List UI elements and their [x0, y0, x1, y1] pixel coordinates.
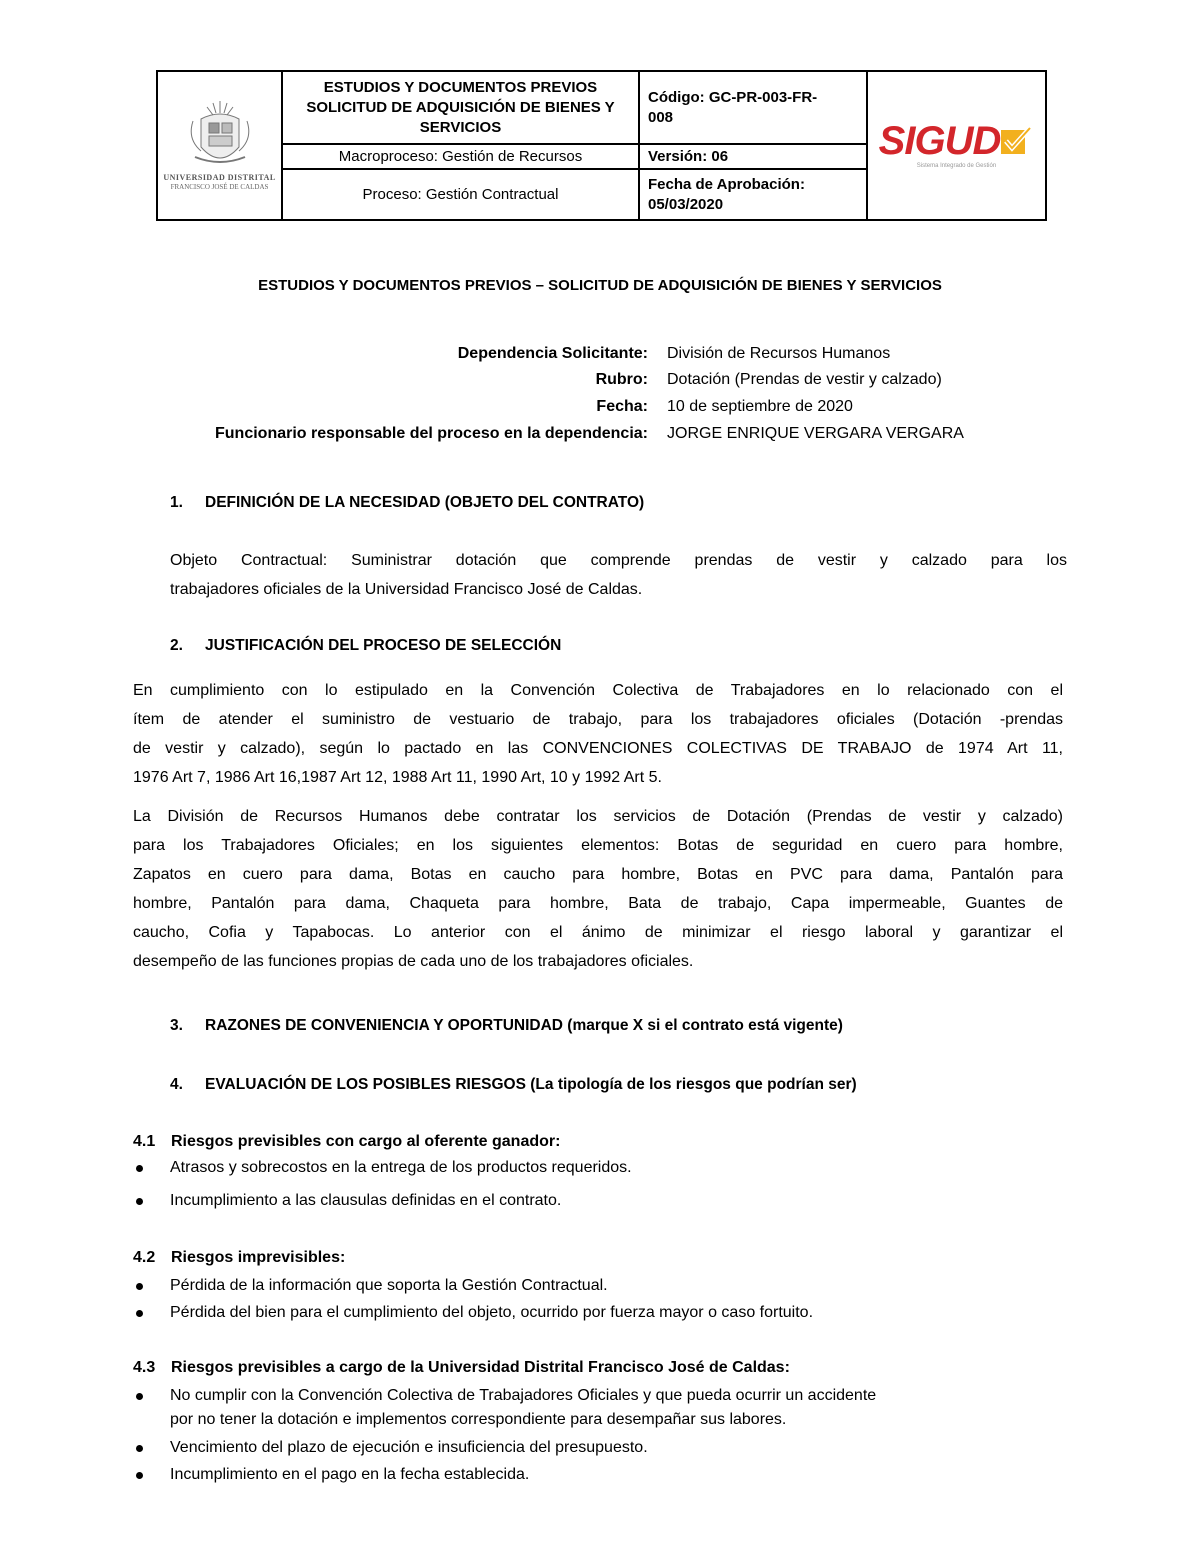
list-item: [133, 1463, 876, 1487]
info-label: Fecha:: [596, 398, 648, 415]
bullet-icon: [136, 1472, 143, 1479]
paragraph-line: caucho, Cofia y Tapabocas. Lo anterior con el ánimo de minimizar el riesgo laboral y garantizar el: [133, 924, 1063, 941]
paragraph-line: para los Trabajadores Oficiales; en los siguientes elementos: Botas de seguridad en cuero para hombre,: [133, 837, 1063, 854]
sigud-logo-cell: [867, 71, 1046, 220]
section-title-wrap: [205, 1016, 843, 1036]
bullet-icon: [136, 1283, 143, 1290]
paragraph-line: Zapatos en cuero para dama, Botas en caucho para hombre, Botas en PVC para dama, Pantalón para: [133, 866, 1063, 883]
paragraph-line: trabajadores oficiales de la Universidad Francisco José de Caldas.: [170, 581, 643, 598]
info-row-fecha: [0, 397, 1200, 423]
section2-paragraph1: [133, 676, 1063, 792]
codigo-cell: [639, 71, 867, 144]
university-seal-icon: [183, 99, 257, 171]
list-item: [133, 1189, 632, 1213]
sigud-logo: [868, 121, 1045, 170]
codigo-line1: Código: GC-PR-003-FR-: [648, 88, 818, 106]
bullet-icon: [136, 1393, 143, 1400]
info-row-funcionario: [0, 424, 1200, 450]
section2-paragraph2: [133, 802, 1063, 976]
paragraph-line: En cumplimiento con lo estipulado en la Convención Colectiva de Trabajadores en lo relacionado con el: [133, 682, 1063, 699]
section-note: (La tipología de los riesgos que podrían ser): [525, 1076, 857, 1093]
section-number: 2.: [170, 637, 183, 654]
subsection-title: Riesgos previsibles a cargo de la Universidad Distrital Francisco José de Caldas:: [171, 1359, 790, 1376]
list-item: [133, 1156, 632, 1189]
proceso-cell: Proceso: Gestión Contractual: [282, 169, 639, 220]
subsection-4-1-heading: [133, 1132, 560, 1152]
list-item: [133, 1274, 813, 1301]
info-label: Rubro:: [595, 371, 648, 388]
university-subname: FRANCISCO JOSÉ DE CALDAS: [170, 183, 269, 191]
university-logo: [158, 99, 281, 192]
paragraph-line: hombre, Pantalón para dama, Chaqueta para hombre, Bata de trabajo, Capa impermeable, Guantes de: [133, 895, 1063, 912]
fecha-aprobacion-line1: Fecha de Aprobación:: [648, 175, 805, 193]
list-item-text: Vencimiento del plazo de ejecución e insuficiencia del presupuesto.: [170, 1439, 648, 1456]
sigud-tagline: Sistema Integrado de Gestión: [916, 163, 997, 169]
fecha-aprobacion-line2: 05/03/2020: [648, 195, 724, 213]
list-item: [133, 1301, 813, 1325]
paragraph-line: desempeño de las funciones propias de cada uno de los trabajadores oficiales.: [133, 953, 694, 970]
paragraph-line: La División de Recursos Humanos debe contratar los servicios de Dotación (Prendas de vestir y calzado): [133, 808, 1063, 825]
university-logo-cell: [157, 71, 282, 220]
list-item-text: Incumplimiento a las clausulas definidas en el contrato.: [170, 1192, 562, 1209]
info-value: JORGE ENRIQUE VERGARA VERGARA: [667, 425, 964, 442]
subsection-number: 4.2: [133, 1249, 156, 1266]
subsection-number: 4.1: [133, 1133, 156, 1150]
subsection-4-2-heading: [133, 1248, 345, 1268]
paragraph-line: de vestir y calzado), según lo pactado en las CONVENCIONES COLECTIVAS DE TRABAJO de 1974 Art 11,: [133, 740, 1063, 757]
list-item-text-continued: por no tener la dotación e implementos correspondiente para desempañar sus labores.: [170, 1411, 787, 1428]
list-item-text: Pérdida del bien para el cumplimiento del objeto, ocurrido por fuerza mayor o caso fortuito.: [170, 1304, 814, 1321]
bullet-icon: [136, 1310, 143, 1317]
sigud-logo-text: SIGUD: [878, 119, 1001, 163]
header-table: [156, 70, 1047, 221]
paragraph-line: 1976 Art 7, 1986 Art 16,1987 Art 12, 1988 Art 11, 1990 Art, 10 y 1992 Art 5.: [133, 769, 662, 786]
university-name: UNIVERSIDAD DISTRITAL: [163, 173, 276, 182]
subsection-4-2-list: [133, 1274, 813, 1325]
info-value: Dotación (Prendas de vestir y calzado): [667, 371, 942, 388]
info-row-rubro: [0, 370, 1200, 396]
subsection-4-3-heading: [133, 1358, 790, 1378]
list-item: [133, 1384, 876, 1436]
form-title-line3: SERVICIOS: [419, 118, 502, 136]
info-label: Dependencia Solicitante:: [457, 345, 648, 362]
info-value: 10 de septiembre de 2020: [667, 398, 853, 415]
bullet-icon: [136, 1165, 143, 1172]
section-title: RAZONES DE CONVENIENCIA Y OPORTUNIDAD: [205, 1017, 563, 1034]
form-title-cell: [282, 71, 639, 144]
info-value: División de Recursos Humanos: [667, 345, 891, 362]
paragraph-line: ítem de atender el suministro de vestuario de trabajo, para los trabajadores oficiales (Dotación -prendas: [133, 711, 1063, 728]
subsection-number: 4.3: [133, 1359, 156, 1376]
bullet-icon: [136, 1198, 143, 1205]
section-number: 3.: [170, 1017, 183, 1034]
list-item-text: Incumplimiento en el pago en la fecha establecida.: [170, 1466, 530, 1483]
list-item-text: Atrasos y sobrecostos en la entrega de los productos requeridos.: [170, 1159, 632, 1176]
subsection-4-3-list: [133, 1384, 876, 1487]
section-title-wrap: [205, 1075, 857, 1095]
check-icon: [1000, 126, 1034, 156]
subsection-title: Riesgos imprevisibles:: [171, 1249, 346, 1266]
section-number: 4.: [170, 1076, 183, 1093]
form-title-line1: ESTUDIOS Y DOCUMENTOS PREVIOS: [323, 78, 598, 96]
section-note: (marque X si el contrato está vigente): [562, 1017, 843, 1034]
list-item-text: No cumplir con la Convención Colectiva de Trabajadores Oficiales y que pueda ocurrir un accidente: [170, 1387, 877, 1404]
paragraph-line: Objeto Contractual: Suministrar dotación que comprende prendas de vestir y calzado para los: [170, 552, 1067, 569]
info-label: Funcionario responsable del proceso en la dependencia:: [215, 425, 648, 442]
subsection-title: Riesgos previsibles con cargo al oferente ganador:: [171, 1133, 561, 1150]
info-row-dependencia: [0, 344, 1200, 370]
list-item-text: Pérdida de la información que soporta la Gestión Contractual.: [170, 1277, 608, 1294]
macroproceso-cell: Macroproceso: Gestión de Recursos: [282, 144, 639, 169]
fecha-aprobacion-cell: [639, 169, 867, 220]
codigo-line2: 008: [648, 108, 674, 126]
document-title: ESTUDIOS Y DOCUMENTOS PREVIOS – SOLICITUD DE ADQUISICIÓN DE BIENES Y SERVICIOS: [258, 277, 942, 294]
section-title: JUSTIFICACIÓN DEL PROCESO DE SELECCIÓN: [205, 637, 562, 654]
section-title: EVALUACIÓN DE LOS POSIBLES RIESGOS: [205, 1076, 526, 1093]
subsection-4-1-list: [133, 1156, 632, 1213]
version-cell: Versión: 06: [639, 144, 867, 169]
form-title-line2: SOLICITUD DE ADQUISICIÓN DE BIENES Y: [306, 98, 615, 116]
bullet-icon: [136, 1445, 143, 1452]
section-number: 1.: [170, 494, 183, 511]
section-title: DEFINICIÓN DE LA NECESIDAD (OBJETO DEL CONTRATO): [205, 494, 645, 511]
list-item: [133, 1436, 876, 1463]
section1-paragraph: [170, 546, 1067, 604]
